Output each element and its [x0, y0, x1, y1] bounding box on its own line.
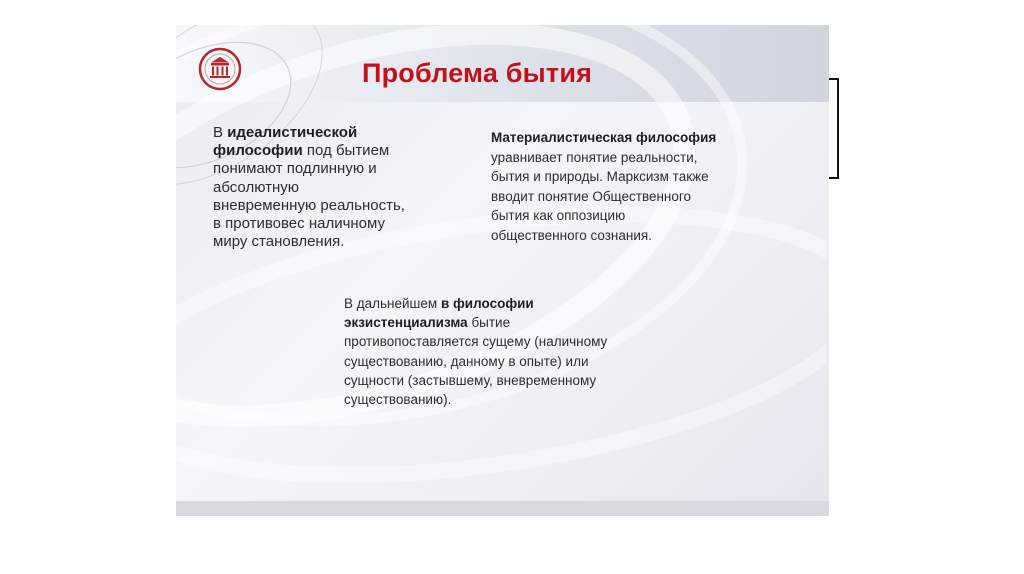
text-line: бытия как оппозицию: [491, 208, 626, 223]
side-bracket-mark: [829, 78, 839, 179]
text-line: в противовес наличному: [213, 215, 385, 233]
existentialism-paragraph: [344, 294, 607, 409]
text-line: общественного сознания.: [491, 227, 652, 243]
idealism-paragraph: [213, 124, 405, 251]
text-line: противопоставляется сущему (наличному: [344, 334, 608, 350]
text-line: вводит понятие Общественного: [491, 188, 692, 204]
slide-footer-strip: [176, 501, 829, 516]
text-line: понимают подлинную и: [213, 160, 377, 178]
text-run: бытие: [467, 315, 511, 331]
text-line: вневременную реальность,: [213, 196, 405, 214]
text-line: бытия и природы. Марксизм также: [491, 169, 709, 184]
text-line: существованию).: [344, 392, 452, 408]
bold-term: Материалистическая философия: [491, 130, 717, 145]
text-line: миру становления.: [213, 233, 345, 251]
bold-term: идеалистической: [227, 124, 358, 141]
text-line: существованию, данному в опыте) или: [344, 353, 589, 369]
presentation-slide: [176, 25, 829, 516]
text-run: В дальнейшем: [344, 296, 441, 311]
text-line: уравнивает понятие реальности,: [491, 149, 698, 165]
bold-term: в философии: [440, 296, 534, 311]
text-line: сущности (застывшему, вневременному: [344, 372, 597, 388]
text-run: В: [213, 124, 228, 141]
text-line: абсолютную: [213, 178, 300, 196]
slide-title: Проблема бытия: [362, 58, 593, 88]
university-emblem-icon: [198, 47, 242, 91]
materialism-paragraph: [491, 128, 716, 245]
bold-term: философии: [213, 142, 303, 160]
text-run: под бытием: [302, 142, 390, 160]
bold-term: экзистенциализма: [344, 315, 468, 331]
